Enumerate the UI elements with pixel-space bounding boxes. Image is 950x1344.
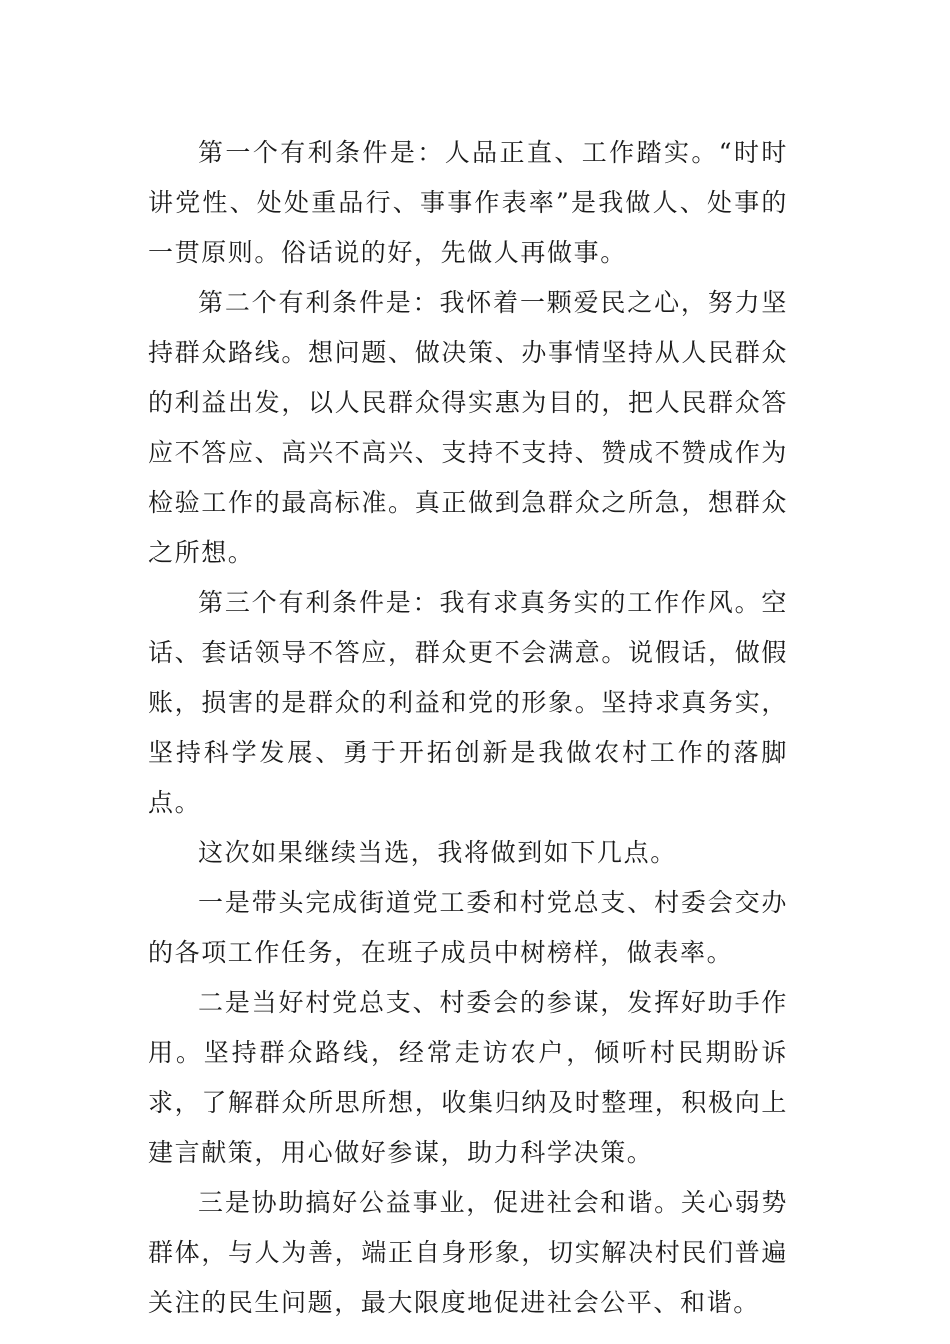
paragraph-condition-2: 第二个有利条件是：我怀着一颗爱民之心，努力坚持群众路线。想问题、做决策、办事情坚持从人民群众的利益出发，以人民群众得实惠为目的，把人民群众答应不答应、高兴不高兴、支持不支持、赞成不赞成作为检验工作的最高标准。真正做到急群众之所急，想群众之所想。 [148, 288, 788, 567]
paragraph-point-3: 三是协助搞好公益事业，促进社会和谐。关心弱势群体，与人为善，端正自身形象，切实解决村民们普遍关注的民生问题，最大限度地促进社会公平、和谐。 [148, 1188, 788, 1317]
paragraph-point-2: 二是当好村党总支、村委会的参谋，发挥好助手作用。坚持群众路线，经常走访农户，倾听村民期盼诉求，了解群众所思所想，收集归纳及时整理，积极向上建言献策，用心做好参谋，助力科学决策。 [148, 988, 788, 1167]
paragraph-condition-3: 第三个有利条件是：我有求真务实的工作作风。空话、套话领导不答应，群众更不会满意。说假话，做假账，损害的是群众的利益和党的形象。坚持求真务实，坚持科学发展、勇于开拓创新是我做农村工作的落脚点。 [148, 588, 788, 817]
paragraph-point-1: 一是带头完成街道党工委和村党总支、村委会交办的各项工作任务，在班子成员中树榜样，做表率。 [148, 888, 788, 967]
document-body [148, 128, 788, 1328]
paragraph-condition-1: 第一个有利条件是：人品正直、工作踏实。“时时讲党性、处处重品行、事事作表率”是我做人、处事的一贯原则。俗话说的好，先做人再做事。 [148, 138, 788, 267]
paragraph-intro-points: 这次如果继续当选，我将做到如下几点。 [198, 838, 677, 867]
